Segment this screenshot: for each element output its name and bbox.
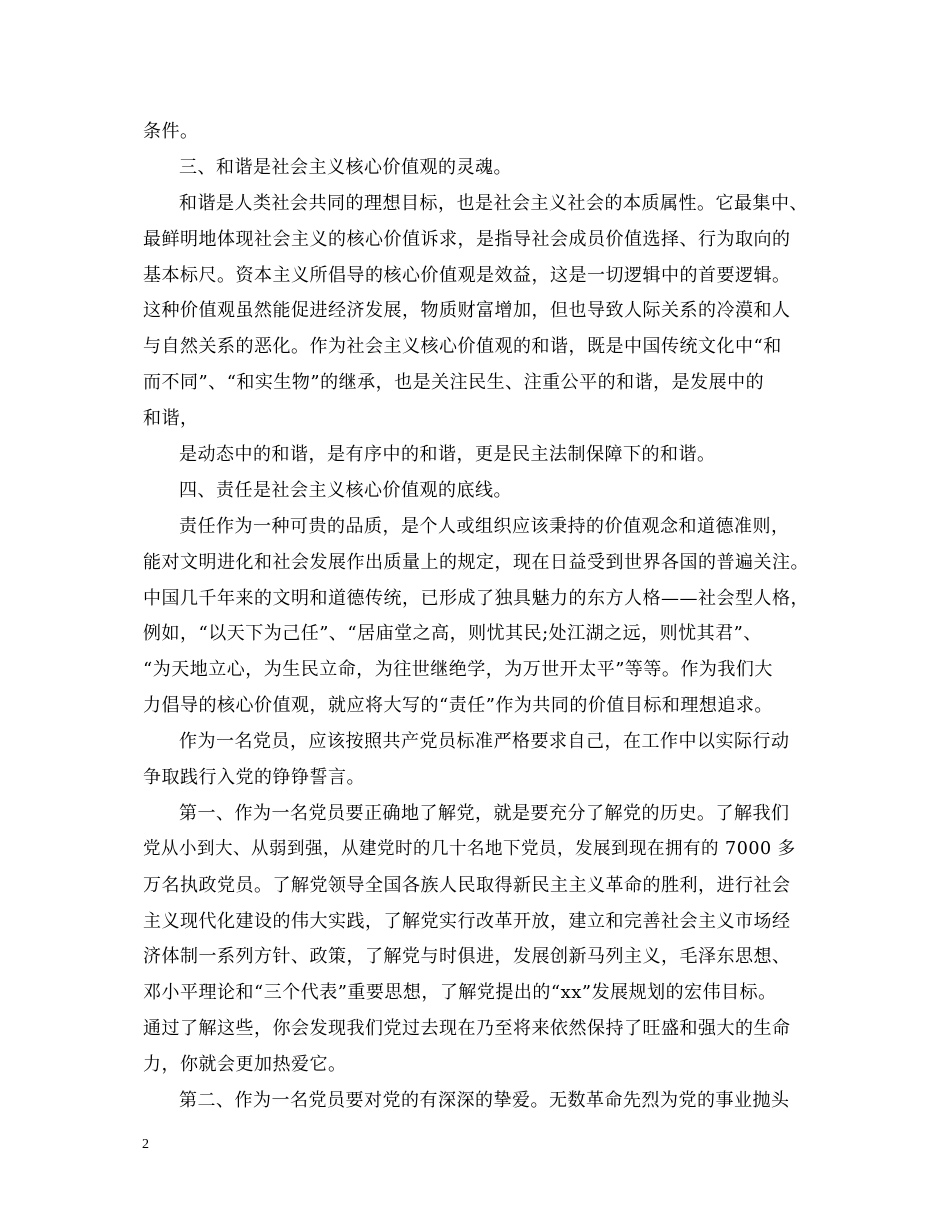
text-line: 与自然关系的恶化。作为社会主义核心价值观的和谐，既是中国传统文化中“和 xyxy=(143,336,782,358)
text-line: 济体制一系列方针、政策，了解党与时俱进，发展创新马列主义，毛泽东思想、 xyxy=(143,946,791,968)
text-line: 例如，“以天下为己任”、“居庙堂之高，则忧其民;处江湖之远，则忧其君”、 xyxy=(143,623,762,645)
text-line: 第二、作为一名党员要对党的有深深的挚爱。无数革命先烈为党的事业抛头 xyxy=(179,1090,790,1112)
text-line: 和谐， xyxy=(143,408,199,430)
text-line: 邓小平理论和“三个代表”重要思想，了解党提出的“xx”发展规划的宏伟目标。 xyxy=(143,982,777,1004)
text-line: 党从小到大、从弱到强，从建党时的几十名地下党员，发展到现在拥有的 7000 多 xyxy=(143,838,796,859)
text-line: 基本标尺。资本主义所倡导的核心价值观是效益，这是一切逻辑中的首要逻辑。 xyxy=(143,264,791,286)
text-line: 四、责任是社会主义核心价值观的底线。 xyxy=(179,479,512,501)
text-line: 主义现代化建设的伟大实践，了解党实行改革开放，建立和完善社会主义市场经 xyxy=(143,910,791,932)
text-line: 通过了解这些，你会发现我们党过去现在乃至将来依然保持了旺盛和强大的生命 xyxy=(143,1018,791,1040)
text-line: 作为一名党员，应该按照共产党员标准严格要求自己，在工作中以实际行动 xyxy=(179,731,790,753)
page-number: 2 xyxy=(142,1137,149,1152)
text-line: 三、和谐是社会主义核心价值观的灵魂。 xyxy=(179,156,512,178)
text-line: 最鲜明地体现社会主义的核心价值诉求，是指导社会成员价值选择、行为取向的 xyxy=(143,228,791,250)
text-line: 是动态中的和谐，是有序中的和谐，更是民主法制保障下的和谐。 xyxy=(179,444,716,466)
text-line: 责任作为一种可贵的品质，是个人或组织应该秉持的价值观念和道德准则， xyxy=(179,515,790,537)
text-line: 万名执政党员。了解党领导全国各族人民取得新民主主义革命的胜利，进行社会 xyxy=(143,874,791,896)
text-line: 争取践行入党的铮铮誓言。 xyxy=(143,767,365,789)
text-line: 条件。 xyxy=(143,121,199,142)
document-body xyxy=(143,114,813,1119)
text-line: 而不同”、“和实生物”的继承，也是关注民生、注重公平的和谐，是发展中的 xyxy=(143,372,765,394)
text-line: 这种价值观虽然能促进经济发展，物质财富增加，但也导致人际关系的冷漠和人 xyxy=(143,300,791,322)
text-line: 和谐是人类社会共同的理想目标，也是社会主义社会的本质属性。它最集中、 xyxy=(179,192,808,214)
text-line: 中国几千年来的文明和道德传统，已形成了独具魅力的东方人格——社会型人格， xyxy=(143,587,809,609)
text-line: 力倡导的核心价值观，就应将大写的“责任”作为共同的价值目标和理想追求。 xyxy=(143,695,773,717)
text-line: 能对文明进化和社会发展作出质量上的规定，现在日益受到世界各国的普遍关注。 xyxy=(143,551,809,573)
text-line: 力，你就会更加热爱它。 xyxy=(143,1054,347,1076)
text-line: “为天地立心，为生民立命，为往世继绝学，为万世开太平”等等。作为我们大 xyxy=(143,659,773,681)
text-line: 第一、作为一名党员要正确地了解党，就是要充分了解党的历史。了解我们 xyxy=(179,802,790,824)
